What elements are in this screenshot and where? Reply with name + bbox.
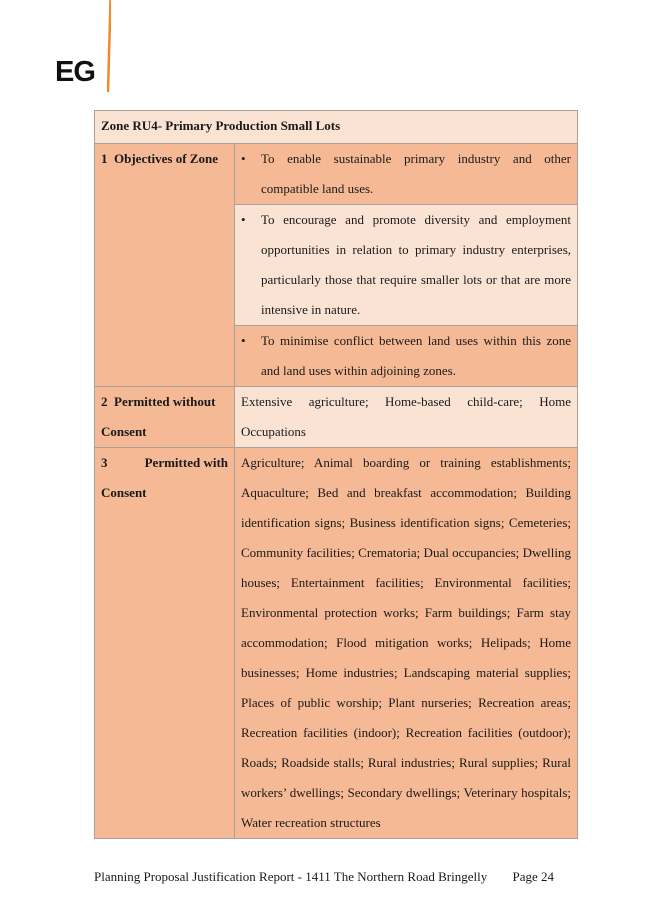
table-title-row [95, 111, 578, 144]
row-label [95, 387, 235, 448]
page-number: Page 24 [512, 869, 554, 884]
bullet-cell [235, 144, 578, 205]
logo: EG [55, 56, 95, 88]
row-number: 2 [101, 394, 108, 409]
logo-accent-line [107, 0, 111, 92]
row-content: Agriculture; Animal boarding or training establishments; Aquaculture; Bed and breakfast accommodation; Building identification signs; Business identification signs; Cemeteries; Community facilities; Crematoria; Dual occupancies; Dwelling houses; Entertainment facilities; Environmental facilities; Environmental protection works; Farm buildings; Farm stay accommodation; Flood mitigation works; Helipads; Home businesses; Home industries; Landscaping material supplies; Places of public worship; Plant nurseries; Recreation areas; Recreation facilities (indoor); Recreation facilities (outdoor); Roads; Roadside stalls; Rural industries; Rural supplies; Rural workers’ dwellings; Secondary dwellings; Veterinary hospitals; Water recreation structures [235, 448, 578, 839]
table-row [95, 144, 578, 205]
row-label-text: Permitted without Consent [101, 394, 216, 439]
bullet-text: To encourage and promote diversity and employment opportunities in relation to primary industry enterprises, particularly those that require smaller lots or that are more intensive in nature. [261, 212, 571, 317]
bullet-icon: • [241, 333, 246, 348]
bullet-text: To enable sustainable primary industry and other compatible land uses. [261, 151, 571, 196]
row-number: 1 [101, 151, 108, 166]
bullet-cell [235, 205, 578, 326]
bullet-cell [235, 326, 578, 387]
page-footer [94, 869, 554, 885]
row-label-text: Consent [101, 485, 147, 500]
zone-table [94, 110, 578, 839]
row-label [95, 144, 235, 387]
bullet-text: To minimise conflict between land uses within this zone and land uses within adjoining zones. [261, 333, 571, 378]
table-row [95, 387, 578, 448]
row-number: 3 [101, 455, 108, 470]
footer-title: Planning Proposal Justification Report - 1411 The Northern Road Bringelly [94, 869, 488, 884]
bullet-icon: • [241, 151, 246, 166]
row-content: Extensive agriculture; Home-based child-care; Home Occupations [235, 387, 578, 448]
table-row [95, 448, 578, 839]
bullet-icon: • [241, 212, 246, 227]
row-label-text: Objectives of Zone [114, 151, 218, 166]
row-label-text: Permitted with [144, 455, 228, 470]
row-label [95, 448, 235, 839]
table-title: Zone RU4- Primary Production Small Lots [95, 111, 578, 144]
